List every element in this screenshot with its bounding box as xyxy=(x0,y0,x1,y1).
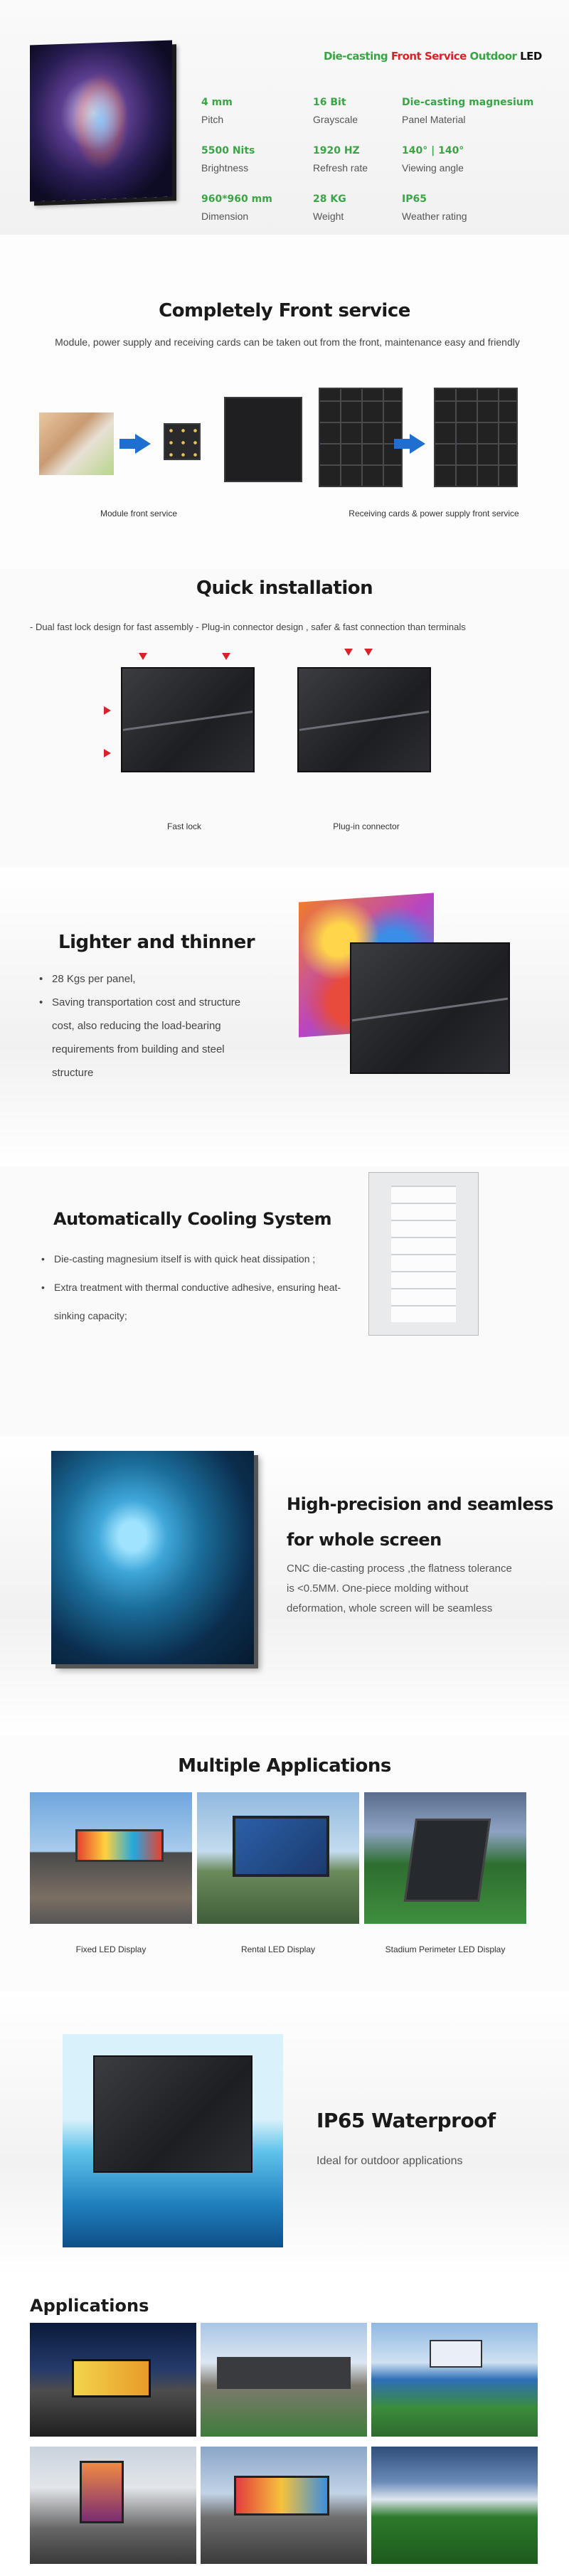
applications-section xyxy=(0,2276,569,2576)
waterproof-cabinet-image xyxy=(63,2034,283,2247)
front-service-subtitle: Module, power supply and receiving cards can be taken out from the front, maintenance easy and friendly xyxy=(55,336,520,348)
application-photo xyxy=(371,2323,538,2437)
caption-module-front-service: Module front service xyxy=(100,509,178,518)
cooling-module-image xyxy=(368,1172,479,1336)
high-precision-title-line2: for whole screen xyxy=(287,1530,442,1550)
multiple-applications-section xyxy=(0,1735,569,1991)
ip65-title: IP65 Waterproof xyxy=(317,2109,496,2132)
module-in-hand-image xyxy=(39,413,114,475)
application-photo xyxy=(201,2447,367,2564)
spec-dimension: 960*960 mm Dimension xyxy=(201,193,272,222)
lighter-thinner-section xyxy=(0,868,569,1166)
high-precision-section xyxy=(0,1437,569,1735)
quick-installation-section xyxy=(0,569,569,868)
stadium-led-display-image xyxy=(364,1792,526,1924)
red-arrow-down-icon xyxy=(139,653,147,660)
seamless-screen-image xyxy=(51,1451,254,1664)
application-photo xyxy=(30,2447,196,2564)
front-service-section xyxy=(0,235,569,569)
spec-weight: 28 KG Weight xyxy=(313,193,346,222)
caption-fast-lock: Fast lock xyxy=(166,821,201,831)
red-arrow-down-icon xyxy=(344,649,353,656)
multiple-applications-title: Multiple Applications xyxy=(178,1755,391,1777)
cooling-system-bullets xyxy=(41,1245,347,1330)
product-title: Die-casting Front Service Outdoor LED xyxy=(324,50,542,63)
spec-pitch: 4 mm Pitch xyxy=(201,97,233,125)
caption-receiving-cards: Receiving cards & power supply front service xyxy=(349,509,519,518)
spec-brightness: 5500 Nits Brightness xyxy=(201,145,255,174)
red-arrow-down-icon xyxy=(222,653,230,660)
ip65-text: Ideal for outdoor applications xyxy=(317,2155,463,2167)
red-arrow-down-icon xyxy=(364,649,373,656)
spec-weather-rating: IP65 Weather rating xyxy=(402,193,467,222)
spec-grayscale: 16 Bit Grayscale xyxy=(313,97,358,125)
caption-rental-led-display: Rental LED Display xyxy=(240,1944,316,1954)
bullet-item: • 28 Kgs per panel, xyxy=(39,967,260,991)
caption-plug-in-connector: Plug-in connector xyxy=(333,821,400,831)
high-precision-text: CNC die-casting process ,the flatness tolerance is <0.5MM. One-piece molding without deformation, whole screen will be seamless xyxy=(287,1563,512,1614)
module-image xyxy=(164,423,201,460)
bullet-item: • Saving transportation cost and structure cost, also reducing the load-bearing requirements from building and steel structure xyxy=(39,991,260,1085)
ip65-section xyxy=(0,1991,569,2276)
arrow-right-icon xyxy=(410,434,425,454)
spec-panel-material: Die-casting magnesium Panel Material xyxy=(402,97,534,125)
arrow-right-icon xyxy=(135,434,151,454)
application-photo xyxy=(371,2447,538,2564)
red-arrow-right-icon xyxy=(104,749,111,757)
quick-installation-subtitle: - Dual fast lock design for fast assembly - Plug-in connector design , safer & fast connection than terminals xyxy=(30,622,466,632)
high-precision-title-line1: High-precision and seamless xyxy=(287,1494,553,1514)
red-arrow-right-icon xyxy=(104,706,111,715)
lighter-thinner-title: Lighter and thinner xyxy=(58,932,255,953)
spec-refresh-rate: 1920 HZ Refresh rate xyxy=(313,145,368,174)
bullet-item: • Extra treatment with thermal conductive adhesive, ensuring heat-sinking capacity; xyxy=(41,1273,347,1330)
spec-viewing-angle: 140° | 140° Viewing angle xyxy=(402,145,464,174)
fixed-led-display-image xyxy=(30,1792,192,1924)
cabinet-back-image xyxy=(224,397,302,482)
hero-led-panel-image xyxy=(30,41,172,202)
applications-title: Applications xyxy=(30,2296,149,2316)
front-service-title: Completely Front service xyxy=(159,300,410,321)
caption-fixed-led-display: Fixed LED Display xyxy=(75,1944,147,1954)
cabinet-open-image xyxy=(319,388,403,487)
bullet-item: • Die-casting magnesium itself is with quick heat dissipation ; xyxy=(41,1245,347,1273)
quick-installation-title: Quick installation xyxy=(196,578,373,599)
plug-in-connector-cabinet-image xyxy=(297,667,431,772)
lightweight-cabinet-image xyxy=(350,942,510,1074)
application-photo xyxy=(201,2323,367,2437)
spec-header-section xyxy=(0,0,569,235)
application-photo xyxy=(30,2323,196,2437)
rental-led-display-image xyxy=(197,1792,359,1924)
cooling-system-title: Automatically Cooling System xyxy=(53,1209,332,1229)
caption-stadium-led-display: Stadium Perimeter LED Display xyxy=(385,1944,506,1954)
cabinet-cards-image xyxy=(434,388,518,487)
fast-lock-cabinet-image xyxy=(121,667,255,772)
cooling-system-section xyxy=(0,1166,569,1437)
lighter-thinner-bullets xyxy=(39,967,260,1085)
high-precision-title xyxy=(287,1486,553,1558)
